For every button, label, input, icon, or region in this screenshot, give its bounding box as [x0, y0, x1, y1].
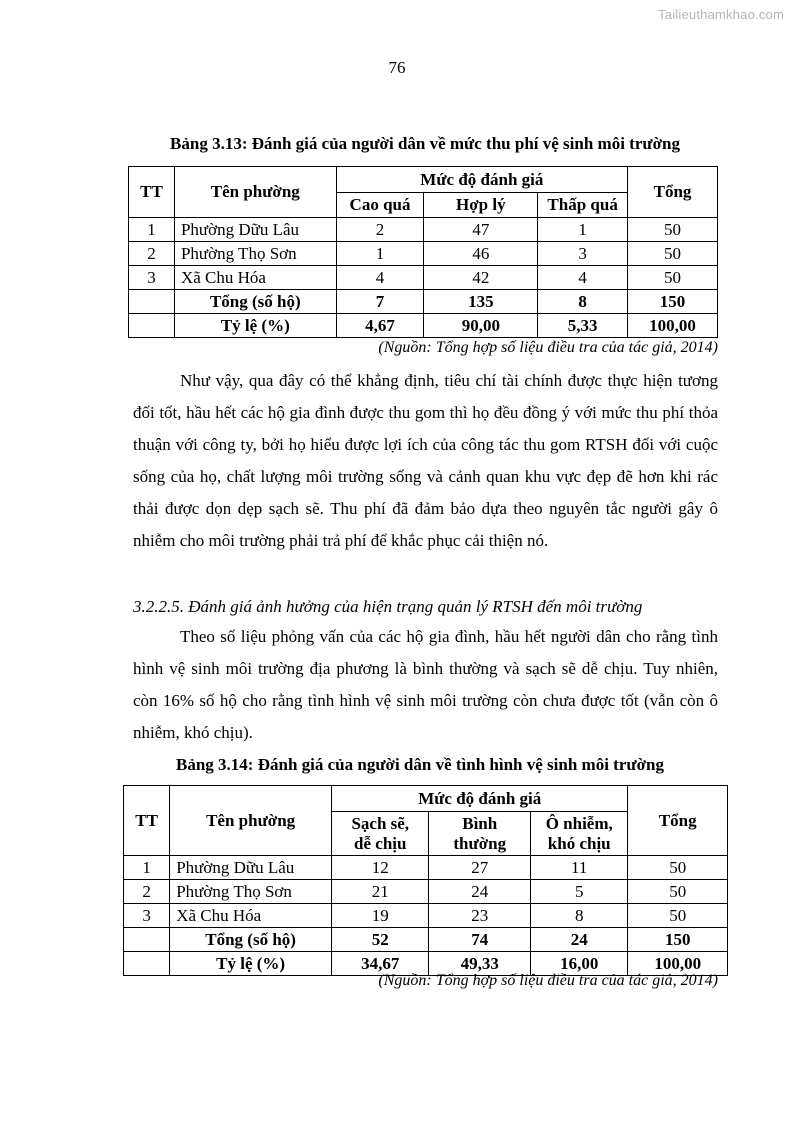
cell-value: 24 [429, 880, 531, 904]
cell-value: 11 [530, 856, 627, 880]
cell-value: 90,00 [424, 314, 538, 338]
cell-name: Phường Dữu Lâu [170, 856, 332, 880]
table-1-source: (Nguồn: Tổng hợp số liệu điều tra của tác giả, 2014) [378, 339, 718, 356]
cell-value: 135 [424, 290, 538, 314]
cell-value: 5,33 [538, 314, 628, 338]
percent-label: Tỷ lệ (%) [170, 952, 332, 976]
header-col-2: Hợp lý [424, 193, 538, 218]
cell-tt: 2 [129, 242, 175, 266]
cell-value: 1 [538, 218, 628, 242]
cell-total: 150 [628, 290, 718, 314]
table-row [124, 880, 728, 904]
table-sanitation-assessment [123, 785, 728, 976]
cell-empty [124, 928, 170, 952]
cell-value: 27 [429, 856, 531, 880]
cell-empty [129, 314, 175, 338]
cell-value: 8 [538, 290, 628, 314]
cell-total: 50 [628, 856, 728, 880]
paragraph-2-text: Theo số liệu phỏng vấn của các hộ gia đình, hầu hết người dân cho rằng tình hình vệ sinh môi trường địa phương là bình thường và sạch sẽ dễ chịu. Tuy nhiên, còn 16% số hộ cho rằng tình hình vệ sinh môi trường còn chưa được tốt (vẫn còn ô nhiễm, khó chịu). [133, 627, 718, 742]
sum-row [129, 290, 718, 314]
cell-value: 2 [336, 218, 424, 242]
cell-value: 34,67 [332, 952, 429, 976]
paragraph-1 [133, 365, 718, 557]
header-tt: TT [129, 167, 175, 218]
cell-tt: 3 [124, 904, 170, 928]
cell-tt: 1 [129, 218, 175, 242]
header-col-3: Ô nhiễm, khó chịu [530, 812, 627, 856]
section-heading: 3.2.2.5. Đánh giá ảnh hưởng của hiện trạng quản lý RTSH đến môi trường [133, 597, 643, 616]
sum-label: Tổng (số hộ) [174, 290, 336, 314]
paragraph-1-text: Như vậy, qua đây có thể khẳng định, tiêu chí tài chính được thực hiện tương đối tốt, hầu hết các hộ gia đình được thu gom thì họ đều đồng ý với mức thu phí thỏa thuận với công ty, bởi họ hiểu được lợi ích của công tác thu gom RTSH đối với cuộc sống của họ, chất lượng môi trường sống và cảnh quan khu vực đẹp đẽ hơn khi rác thải được dọn dẹp sạch sẽ. Thu phí đã đảm bảo dựa theo nguyên tắc người gây ô nhiễm cho môi trường phải trả phí để khắc phục cải thiện nó. [133, 371, 718, 550]
cell-tt: 3 [129, 266, 175, 290]
table-row [129, 242, 718, 266]
table-2-source: (Nguồn: Tổng hợp số liệu điều tra của tác giả, 2014) [378, 972, 718, 989]
page-number: 76 [388, 58, 406, 77]
table-row [129, 266, 718, 290]
header-group: Mức độ đánh giá [332, 786, 628, 812]
cell-name: Phường Dữu Lâu [174, 218, 336, 242]
cell-value: 12 [332, 856, 429, 880]
cell-value: 49,33 [429, 952, 531, 976]
cell-value: 4 [538, 266, 628, 290]
cell-tt: 2 [124, 880, 170, 904]
cell-value: 1 [336, 242, 424, 266]
cell-total: 50 [628, 880, 728, 904]
cell-value: 21 [332, 880, 429, 904]
cell-value: 52 [332, 928, 429, 952]
cell-value: 3 [538, 242, 628, 266]
cell-total: 150 [628, 928, 728, 952]
header-tt: TT [124, 786, 170, 856]
table-2-caption: Bảng 3.14: Đánh giá của người dân về tình hình vệ sinh môi trường [176, 755, 664, 774]
table-row [129, 218, 718, 242]
header-name: Tên phường [170, 786, 332, 856]
header-total: Tổng [628, 167, 718, 218]
cell-value: 74 [429, 928, 531, 952]
paragraph-2 [133, 621, 718, 749]
header-col-3: Thấp quá [538, 193, 628, 218]
cell-total: 50 [628, 904, 728, 928]
cell-empty [129, 290, 175, 314]
sum-row [124, 928, 728, 952]
cell-name: Phường Thọ Sơn [170, 880, 332, 904]
sum-label: Tổng (số hộ) [170, 928, 332, 952]
table-row [124, 904, 728, 928]
cell-total: 100,00 [628, 952, 728, 976]
cell-value: 16,00 [530, 952, 627, 976]
cell-value: 42 [424, 266, 538, 290]
watermark-text: Tailieuthamkhao.com [658, 7, 784, 22]
cell-value: 4 [336, 266, 424, 290]
cell-value: 19 [332, 904, 429, 928]
cell-name: Xã Chu Hóa [174, 266, 336, 290]
cell-total: 100,00 [628, 314, 718, 338]
table-fee-assessment [128, 166, 718, 338]
header-col-1: Cao quá [336, 193, 424, 218]
cell-empty [124, 952, 170, 976]
cell-value: 4,67 [336, 314, 424, 338]
header-col-2: Bình thường [429, 812, 531, 856]
header-total: Tổng [628, 786, 728, 856]
table-row [124, 856, 728, 880]
header-name: Tên phường [174, 167, 336, 218]
percent-row [129, 314, 718, 338]
header-col-1: Sạch sẽ, dễ chịu [332, 812, 429, 856]
cell-name: Xã Chu Hóa [170, 904, 332, 928]
header-group: Mức độ đánh giá [336, 167, 627, 193]
cell-total: 50 [628, 242, 718, 266]
cell-name: Phường Thọ Sơn [174, 242, 336, 266]
cell-total: 50 [628, 218, 718, 242]
cell-value: 5 [530, 880, 627, 904]
cell-value: 8 [530, 904, 627, 928]
cell-value: 23 [429, 904, 531, 928]
cell-value: 47 [424, 218, 538, 242]
cell-tt: 1 [124, 856, 170, 880]
cell-value: 24 [530, 928, 627, 952]
percent-label: Tỷ lệ (%) [174, 314, 336, 338]
cell-total: 50 [628, 266, 718, 290]
table-1-caption: Bảng 3.13: Đánh giá của người dân về mức thu phí vệ sinh môi trường [170, 134, 680, 153]
cell-value: 7 [336, 290, 424, 314]
cell-value: 46 [424, 242, 538, 266]
